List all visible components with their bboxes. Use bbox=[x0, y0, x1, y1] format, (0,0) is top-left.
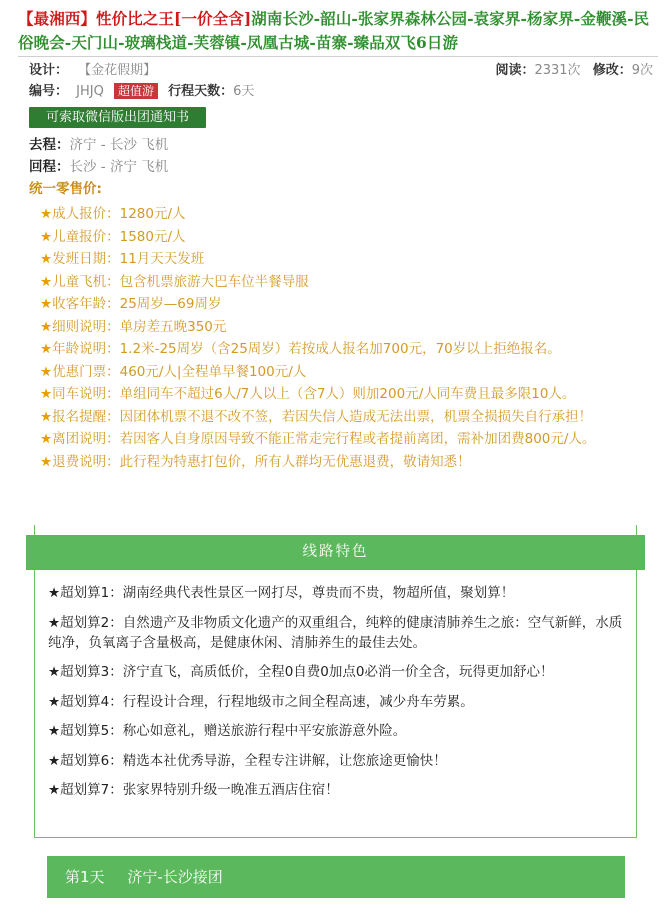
code-row bbox=[29, 83, 254, 101]
price-item: ★年龄说明：1.2米-25周岁（含25周岁）若按成人报名加700元，70岁以上拒绝报名。 bbox=[40, 341, 561, 357]
price-item: ★儿童报价：1580元/人 bbox=[40, 228, 186, 245]
price-heading: 统一零售价: bbox=[29, 181, 102, 197]
price-item: ★优惠门票：460元/人|全程单早餐100元/人 bbox=[40, 363, 307, 380]
title-divider bbox=[18, 56, 658, 57]
outbound-value: 济宁 - 长沙 飞机 bbox=[69, 137, 169, 153]
feature-item: ★超划算3：济宁直飞，高质低价，全程0自费0加点0必消一价全含，玩得更加舒心！ bbox=[48, 664, 554, 680]
star-icon: ★ bbox=[40, 228, 53, 245]
price-item: ★成人报价：1280元/人 bbox=[40, 206, 186, 222]
star-icon: ★ bbox=[40, 431, 53, 447]
star-icon: ★ bbox=[40, 318, 53, 335]
edits-label: 修改： bbox=[592, 63, 632, 78]
feature-item: ★超划算2：自然遗产及非物质文化遗产的双重组合，纯粹的健康清肺养生之旅：空气新鲜，水质纯净，负氧离子含量极高，是健康休闲、清肺养生的最佳去处。 bbox=[48, 614, 623, 651]
designer-label: 设计： bbox=[29, 63, 69, 78]
designer-value: 【金花假期】 bbox=[78, 63, 157, 78]
feature-item: ★超划算5：称心如意礼，赠送旅游行程中平安旅游意外险。 bbox=[48, 723, 407, 739]
feature-item: ★超划算4：行程设计合理，行程地级市之间全程高速，减少舟车劳累。 bbox=[48, 693, 474, 710]
price-item: ★离团说明：若因客人自身原因导致不能正常走完行程或者提前离团，需补加团费800元/人。 bbox=[40, 431, 596, 447]
feature-item: ★超划算7：张家界特别升级一晚准五酒店住宿！ bbox=[48, 782, 339, 798]
feature-item: ★超划算6：精选本社优秀导游，全程专注讲解，让您旅途更愉快！ bbox=[48, 752, 447, 769]
star-icon: ★ bbox=[40, 251, 53, 267]
return-value: 长沙 - 济宁 飞机 bbox=[69, 159, 169, 175]
wechat-notice-button[interactable]: 可索取微信版出团通知书 bbox=[29, 107, 206, 128]
return-label: 回程： bbox=[29, 159, 70, 175]
feature-item: ★超划算1：湖南经典代表性景区一网打尽，尊贵而不贵，物超所值，聚划算！ bbox=[48, 585, 515, 601]
price-item: ★细则说明：单房差五晚350元 bbox=[40, 318, 227, 335]
price-item: ★同车说明：单组同车不超过6人/7人以上（含7人）则加200元/人同车费且最多限10人。 bbox=[40, 386, 576, 402]
star-icon: ★ bbox=[40, 341, 53, 357]
price-item: ★收客年龄：25周岁—69周岁 bbox=[40, 296, 222, 312]
star-icon: ★ bbox=[40, 363, 53, 380]
day-1-header[interactable] bbox=[47, 856, 625, 898]
reads-label: 阅读： bbox=[495, 63, 535, 78]
price-item: ★退费说明：此行程为特惠打包价，所有人群均无优惠退费，敬请知悉！ bbox=[40, 453, 471, 470]
reads-value: 2331次 bbox=[534, 63, 581, 78]
star-icon: ★ bbox=[40, 386, 53, 402]
star-icon: ★ bbox=[40, 206, 53, 222]
outbound-route bbox=[29, 135, 168, 155]
day-route: 济宁-长沙接团 bbox=[127, 868, 223, 886]
view-stats bbox=[495, 62, 653, 80]
designer-row bbox=[29, 62, 156, 80]
outbound-label: 去程： bbox=[29, 137, 70, 153]
price-item: ★发班日期：11月天天发班 bbox=[40, 251, 205, 267]
return-route bbox=[29, 157, 168, 177]
value-tour-badge: 超值游 bbox=[114, 83, 158, 99]
star-icon: ★ bbox=[40, 273, 53, 290]
title-main: 湖南长沙-韶山-张家界森林公园-袁家界-杨家界-金鞭溪-民俗晚会-天门山-玻璃栈道-芙蓉镇-凤凰古城-苗寨-臻品双飞6日游 bbox=[18, 9, 650, 52]
star-icon: ★ bbox=[40, 453, 53, 470]
price-item: ★儿童飞机：包含机票旅游大巴车位半餐导服 bbox=[40, 273, 309, 290]
days-label: 行程天数： bbox=[168, 84, 234, 99]
code-label: 编号： bbox=[29, 84, 69, 99]
price-item: ★报名提醒：因团体机票不退不改不签，若因失信人造成无法出票，机票全损损失自行承担！ bbox=[40, 408, 593, 425]
features-list bbox=[48, 583, 628, 810]
edits-value: 9次 bbox=[631, 63, 653, 78]
title-prefix: 【最湘西】性价比之王[一价全含] bbox=[18, 9, 252, 28]
star-icon: ★ bbox=[40, 296, 53, 312]
star-icon: ★ bbox=[40, 408, 53, 425]
day-number: 第1天 bbox=[65, 868, 105, 886]
page-title bbox=[18, 7, 658, 55]
price-list bbox=[40, 203, 650, 473]
code-value: JHJQ bbox=[76, 84, 104, 99]
features-heading: 线路特色 bbox=[26, 535, 645, 570]
days-value: 6天 bbox=[233, 84, 255, 99]
